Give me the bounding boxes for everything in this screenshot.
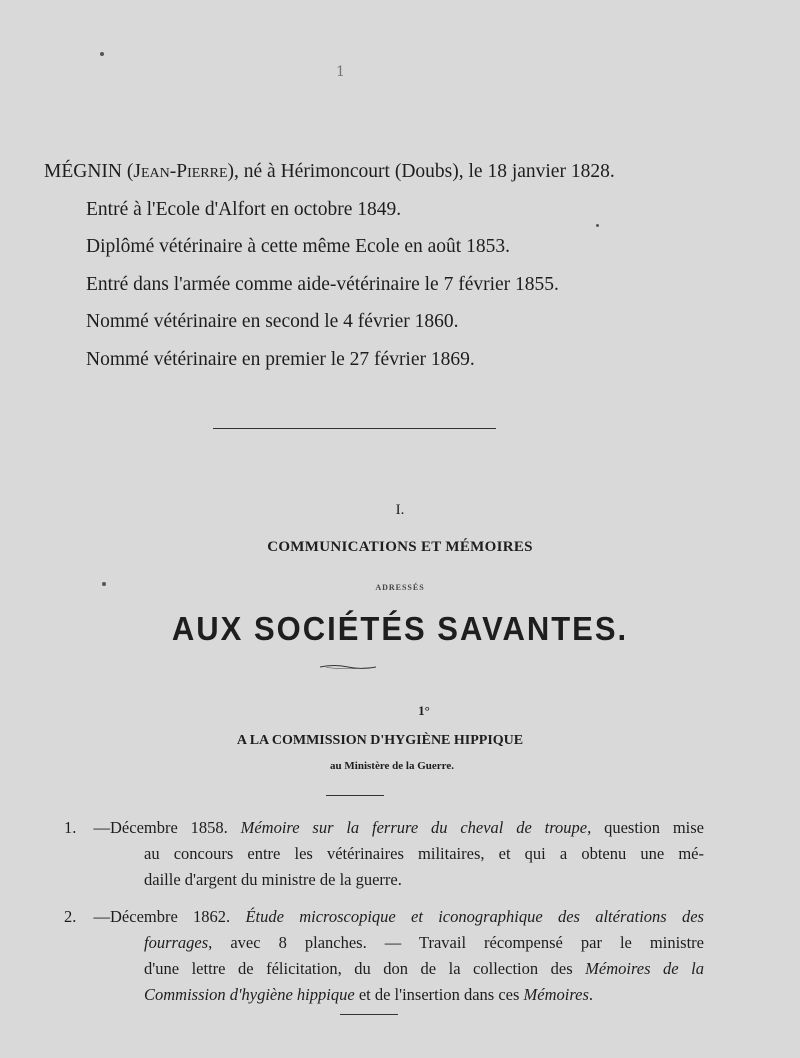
entry-text: d'une lettre de félicitation, du don de la collection des	[144, 959, 586, 978]
paper-speck	[100, 52, 104, 56]
entry-line	[64, 904, 704, 930]
entry-italic-text: Mémoires	[523, 985, 589, 1004]
entry-text: , question mise	[587, 818, 705, 837]
entry-number: 1. —	[64, 818, 110, 837]
entry-italic-text: Étude microscopique et iconographique des altérations des	[245, 907, 704, 926]
biography-block	[44, 158, 764, 383]
entry-italic-text: Mémoire sur la ferrure du cheval de troupe	[240, 818, 588, 837]
entry-line	[64, 815, 704, 841]
section-main-title: AUX SOCIÉTÉS SAVANTES.	[171, 609, 629, 648]
entry-line	[64, 982, 704, 1008]
entry-text: .	[588, 985, 594, 1004]
paper-speck	[102, 582, 106, 586]
entry-italic-text: Mémoires de la	[585, 959, 704, 978]
entry-line	[64, 956, 704, 982]
paper-speck	[596, 224, 599, 227]
entry-number: 2. —	[64, 907, 110, 926]
section-subtitle: ADRESSÉS	[375, 583, 425, 592]
bio-name-line	[44, 158, 764, 196]
bio-line: Nommé vétérinaire en second le 4 février 1860.	[86, 311, 459, 332]
bio-line: Nommé vétérinaire en premier le 27 février 1869.	[86, 348, 475, 370]
subsection-title: A LA COMMISSION D'HYGIÈNE HIPPIQUE	[236, 733, 524, 748]
entry-text: daille d'argent du ministre de la guerre.	[144, 870, 402, 889]
page-number: 1	[336, 64, 345, 80]
subsection-number: 1°	[418, 703, 430, 718]
entry-text: et de l'insertion dans ces	[354, 985, 524, 1004]
short-divider-rule	[326, 795, 384, 796]
divider-rule	[213, 428, 496, 429]
bio-line: Diplômé vétérinaire à cette même Ecole en août 1853.	[86, 236, 510, 257]
subsection-subtitle: au Ministère de la Guerre.	[330, 760, 454, 772]
entry-text: Décembre 1858.	[110, 818, 241, 837]
entry-line	[64, 867, 704, 893]
entry-italic-text: Commission d'hygiène hippique	[144, 985, 355, 1004]
section-title: COMMUNICATIONS ET MÉMOIRES	[267, 539, 533, 555]
bio-line: Entré à l'Ecole d'Alfort en octobre 1849.	[86, 198, 402, 220]
bio-line: Entré dans l'armée comme aide-vétérinaire le 7 février 1855.	[86, 273, 559, 295]
bibliography-entry	[64, 904, 704, 1008]
bio-surname: MÉGNIN	[44, 161, 122, 182]
bio-given-name: (Jean-Pierre)	[126, 161, 235, 182]
end-divider-rule	[340, 1014, 398, 1015]
bio-birth: , né à Hérimoncourt (Doubs), le 18 janvier 1828.	[234, 161, 615, 182]
entry-line	[64, 930, 704, 956]
entry-text: au concours entre les vétérinaires militaires, et qui a obtenu une mé-	[144, 844, 704, 863]
bibliography-entry	[64, 815, 704, 893]
entry-italic-text: fourrages	[144, 933, 209, 952]
section-number: I.	[395, 502, 405, 518]
entry-text: Décembre 1862.	[110, 907, 246, 926]
ornament-divider	[320, 664, 376, 670]
entry-text: , avec 8 planches. — Travail récompensé par le ministre	[208, 933, 704, 952]
entry-line	[64, 841, 704, 867]
